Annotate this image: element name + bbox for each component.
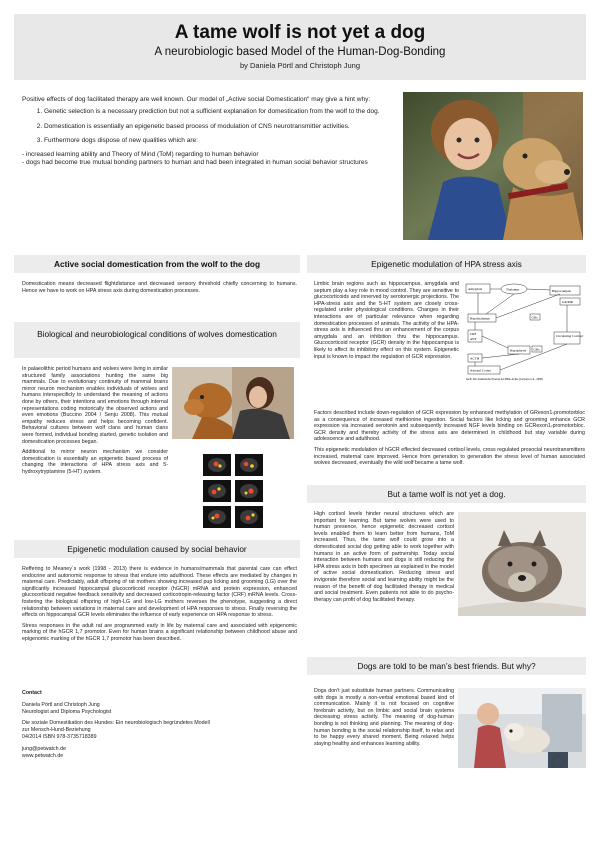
- contact-website-link[interactable]: www.petwatch.de: [22, 752, 64, 759]
- section-friends-text: Dogs don't just substitute human partners. Communicating with dogs is mostly a non-verbal emotional based kind of communication. Mainly it is not focused on cognitive forebrain activity, but on limbic and social brain systems decreasing stress activity. The meaning of dog-human bonding is not thinking and planning. The meaning of dog-human bonding is the social relationship itself, to relax and to be happy every shared moment. Being relaxed helps staying healthy and enhances learning ability.: [314, 688, 454, 747]
- section-active-text: Domestication means decreased flightdistance and decreased sensory threshold chiefly concerning to humans. Hence we have to work on HPA stress axis during domestication processes.: [22, 281, 297, 294]
- section-hpa-paragraph: This epigenetic modulation of hGCR effected decreased cortisol levels, cross regulated prosocial neurotransmitters increased, maternal care improved. Hence from generation to generation the stress level of human associated wolves decreased, eventually the wild wolf became a tame wolf.: [314, 446, 585, 467]
- intro-points: [22, 108, 387, 145]
- section-hpa-text-bottom: [314, 410, 585, 471]
- photo-wolf: [458, 512, 586, 616]
- diagram-label: Hypophysis: [510, 348, 527, 353]
- poster-subtitle: A neurobiologic based Model of the Human-Dog-Bonding: [154, 46, 446, 58]
- intro-bullet: - dogs had become true mutual bonding partners to human and had been integrated in human social behavior structures: [22, 159, 368, 167]
- intro-bullets: [22, 151, 387, 168]
- section-hpa-heading-text: Epigenetic modulation of HPA stress axis: [371, 259, 522, 269]
- contact-line: Daniela Pörtl and Christoph Jung: [22, 701, 100, 708]
- section-epi-social-paragraph: Stress responses in the adult rat are programmed early in life by maternal care and associated with epigenomic marking of the hGCR 1,7 promotor. Even for human brains a significant relationship between childhood abuse and epigenomic marking of the hGCR 1,7 promotor has been described.: [22, 622, 297, 642]
- contact-line: zur Mensch-Hund-Beziehung: [22, 727, 91, 734]
- diagram-caption: nach: Der dualistische Prozess des HPA-Achse (Jacques et al., 2008): [466, 378, 543, 381]
- section-friends-heading-text: Dogs are told to be man’s best friends. But why?: [357, 661, 536, 671]
- photo-girl-with-dog: [403, 92, 583, 240]
- intro-point: 1. Genetic selection is a necessary prediction but not a sufficient explanation for domestication from the wolf to the dog.: [44, 108, 387, 116]
- contact-authors: [22, 702, 292, 716]
- photo-girl-with-dog-image: [403, 92, 583, 240]
- brain-scans-figure: [201, 451, 265, 531]
- intro-paragraph: Positive effects of dog facilitated therapy are well known. Our model of „Active social Domestication“ may give a hint why:: [22, 96, 371, 103]
- contact-heading: Contact: [22, 690, 42, 696]
- diagram-label: Thalamus: [506, 287, 520, 292]
- contact-line: Neurologist and Diploma Psychologist: [22, 708, 112, 715]
- poster-header: [14, 14, 586, 80]
- section-bio-heading-text: Biological and neurobiological conditions of wolves domestication: [37, 329, 277, 339]
- photo-patient-with-dog: [458, 688, 586, 768]
- section-hpa-text-top: [314, 281, 459, 364]
- diagram-label: Circulating Cortisol: [556, 334, 584, 338]
- contact-email-link[interactable]: jung@petwatch.de: [22, 745, 66, 752]
- poster-title: A tame wolf is not yet a dog: [174, 22, 426, 43]
- section-bio-heading: [14, 322, 300, 358]
- poster-authors: by Daniela Pörtl and Christoph Jung: [239, 61, 361, 70]
- diagram-label: Amygdala: [468, 287, 483, 291]
- diagram-label: GR/MR: [562, 300, 573, 304]
- section-active-heading-text: Active social domestication from the wolf to the dog: [53, 259, 261, 269]
- section-epi-social-heading-text: Epigenetic modulation caused by social behavior: [67, 544, 247, 554]
- contact-block: [22, 690, 292, 764]
- hpa-axis-diagram: [464, 282, 586, 382]
- contact-line: Die soziale Domestikation des Hundes: Ein neurobiologisch begründetes Modell: [22, 720, 210, 727]
- photo-wolf-image: [458, 512, 586, 616]
- diagram-label: Hippocampus: [552, 289, 571, 293]
- photo-woman-with-dog: [172, 367, 294, 439]
- section-bio-text: [22, 366, 168, 480]
- section-hpa-heading: [307, 255, 586, 273]
- section-hpa-paragraph: Limbic brain regions such as hippocampus, amygdala and septum play a key role in mood control. They are sensitive to glucocorticoids and innerved by serotonergic projections. The HPA-stress axis and the 5-HT system are closely cross-regulated under physiological conditions. Changes in their interactions are of particular relevance when regarding domestication processes of animals. The activity of the HPA-stress axis is influenced thru an enhancement of the corpus amygdala and an inhibition thru the hippocampus. Glucocorticoid receptor (GCR) density in the hippocampus is likely to affect its inhibitory effect on this system. Epigenetic input is known to impact the regulation of GCR expression.: [314, 281, 459, 360]
- intro-text: [22, 96, 387, 168]
- diagram-label: GRs: [533, 347, 540, 352]
- brain-scans-image: [201, 451, 265, 531]
- intro-bullet: - increased learning ability and Theory of Mind (ToM) regarding to human behavior: [22, 151, 259, 159]
- diagram-label: AVP: [470, 337, 477, 341]
- photo-woman-with-dog-image: [172, 367, 294, 439]
- section-epi-social-heading: [14, 540, 300, 558]
- section-hpa-paragraph: Factors described include down-regulation of GCR expression by enhanced methylation of GRexon1₇promotorbloc as a consequence of increased methionine ingestion. Social factors like licking and grooming enhance GCR expression via increased serotonin and subsequently increased NGF levels binding on GCRexon1₇promotorbloc. GCR density and thereby activity of the stress axis are determined in childhood but stay variable during adolescence and adulthood.: [314, 410, 585, 443]
- diagram-label: Adrenal Cortex: [470, 368, 491, 373]
- hpa-axis-diagram-svg: [464, 282, 586, 382]
- diagram-label: Hypothalamus: [470, 316, 490, 321]
- contact-line: 04/2014 ISBN 978-3735718389: [22, 733, 97, 740]
- diagram-label: ACTH: [470, 356, 480, 361]
- photo-patient-with-dog-image: [458, 688, 586, 768]
- contact-book: [22, 720, 292, 740]
- section-epi-social-paragraph: Reffering to Meaney´s work (1998 - 2013) there is evidence in humans/mammals that parental care can effect endocrine and autonomic response to stress that endure into adulthood. These effects are mediated by changes in maternal care. Predictably, adult offspring of rat mothers showing increased pup licking and grooming (LG) over the significantly increased hippocampal glucocorticoid receptor (hGCR) mRNA and protein expression, enhanced glucocorticoid negative feedback sensitivity and decreased corticotropin-releasing factor (CRF) mRNA levels. Cross-fostering the biological offspring of high-LG and low-LG mothers reverses the phenotype, suggesting a direct relationship between variations in maternal care and development of HPA responses to stress. Finally reversing the effects on hippocampal GCR levels eliminates the influence of early experience on HPA response to stress.: [22, 566, 297, 619]
- section-bio-paragraph: In palaeolithic period humans and wolves were living in similar structured family associations hunting the same big mammals. Due to evolutionary continuity of mammal brains mirror neuron mechanism enables individuals of wolves and humans interspecificly to understand the meaning of actions done by others, their intentions and emotions through internal representations coding motorically the observed actions and even emotions (Buccino 2004 / Senju 2008). This mutual empathy reduces stress and helps becoming confident. Behavioral cultures between wolf clans and human clans were formed, individual bonding started, genetic isolation and domestication processes began.: [22, 366, 168, 445]
- diagram-label: CRF: [470, 332, 477, 336]
- intro-point: 3. Furthermore dogs dispose of new qualities which are:: [44, 137, 387, 145]
- intro-point: 2. Domestication is essentially an epigenetic based process of modulation of CNS neurotransmitter activities.: [44, 123, 387, 131]
- contact-links: [22, 746, 292, 760]
- section-tame-heading-text: But a tame wolf is not yet a dog.: [387, 489, 506, 499]
- section-active-heading: [14, 255, 300, 273]
- section-friends-heading: [307, 657, 586, 675]
- section-epi-social-text: [22, 566, 297, 647]
- section-bio-paragraph: Additional to mirror neuron mechanism we consider domestication is essentially an epigenetic based process of changing the interactions of HPA stress axis and 5-hydroxytryptamine (5-HT) system.: [22, 449, 168, 475]
- section-tame-heading: [307, 485, 586, 503]
- section-tame-text: High cortisol levels hinder neural structures which are important for learning. But tame wolves were used to human presence, hence epigenetic decreased cortisol levels enabled them to learn better from humans, ToM increased. Thus, the tame wolf could grow into a domesticated social dog getting able to work together with humans in an active form of partnership. Today social interaction between humans and dogs is still reducing the HPA stress axis in both specimen as explained in the model of active social domestication. Reducing stress and invigorate therefore social and learning ability might be the reason of the benefit of dog facilitated therapy in medical and social treatment. Even patients not able to do psycho-therapy can profit of dog facilitated therapy.: [314, 511, 454, 603]
- diagram-label: GRs: [531, 315, 538, 320]
